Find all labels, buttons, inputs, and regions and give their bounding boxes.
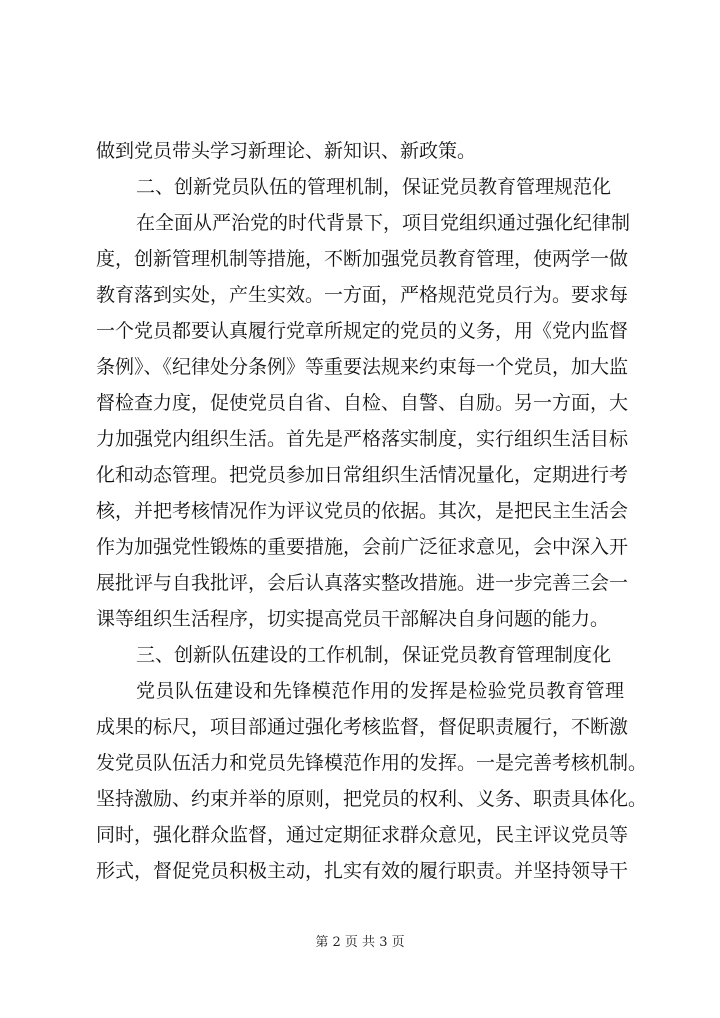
paragraph-line: 化和动态管理。把党员参加日常组织生活情况量化，定期进行考 xyxy=(96,464,629,486)
paragraph-line: 教育落到实处，产生实效。一方面，严格规范党员行为。要求每 xyxy=(96,284,629,306)
paragraph-line: 课等组织生活程序，切实提高党员干部解决自身问题的能力。 xyxy=(96,608,610,630)
paragraph-line: 力加强党内组织生活。首先是严格落实制度，实行组织生活目标 xyxy=(96,428,629,450)
paragraph-line: 展批评与自我批评，会后认真落实整改措施。进一步完善三会一 xyxy=(96,572,629,594)
paragraph-line: 坚持激励、约束并举的原则，把党员的权利、义务、职责具体化。 xyxy=(96,788,648,810)
paragraph-line: 在全面从严治党的时代背景下，项目党组织通过强化纪律制 xyxy=(136,212,631,234)
paragraph-line: 成果的标尺，项目部通过强化考核监督，督促职责履行，不断激 xyxy=(96,716,629,738)
paragraph-line: 发党员队伍活力和党员先锋模范作用的发挥。一是完善考核机制。 xyxy=(96,752,648,774)
paragraph-line: 作为加强党性锻炼的重要措施，会前广泛征求意见，会中深入开 xyxy=(96,536,629,558)
paragraph-line: 督检查力度，促使党员自省、自检、自警、自励。另一方面，大 xyxy=(96,392,629,414)
paragraph-line: 形式，督促党员积极主动，扎实有效的履行职责。并坚持领导干 xyxy=(96,860,629,882)
paragraph-line: 党员队伍建设和先锋模范作用的发挥是检验党员教育管理 xyxy=(136,680,624,702)
paragraph-line: 同时，强化群众监督，通过定期征求群众意见，民主评议党员等 xyxy=(96,824,629,846)
paragraph-line: 度，创新管理机制等措施，不断加强党员教育管理，使两学一做 xyxy=(96,248,629,270)
paragraph-line: 做到党员带头学习新理论、新知识、新政策。 xyxy=(96,140,477,162)
paragraph-line: 一个党员都要认真履行党章所规定的党员的义务，用《党内监督 xyxy=(96,320,629,342)
paragraph-line: 核，并把考核情况作为评议党员的依据。其次，是把民主生活会 xyxy=(96,500,629,522)
paragraph-line: 条例》、《纪律处分条例》等重要法规来约束每一个党员，加大监 xyxy=(96,356,629,378)
body-text xyxy=(96,133,648,889)
page-number-footer: 第 2 页 共 3 页 xyxy=(315,935,405,950)
section-heading: 二、创新党员队伍的管理机制，保证党员教育管理规范化 xyxy=(136,176,612,198)
section-heading: 三、创新队伍建设的工作机制，保证党员教育管理制度化 xyxy=(136,644,612,666)
